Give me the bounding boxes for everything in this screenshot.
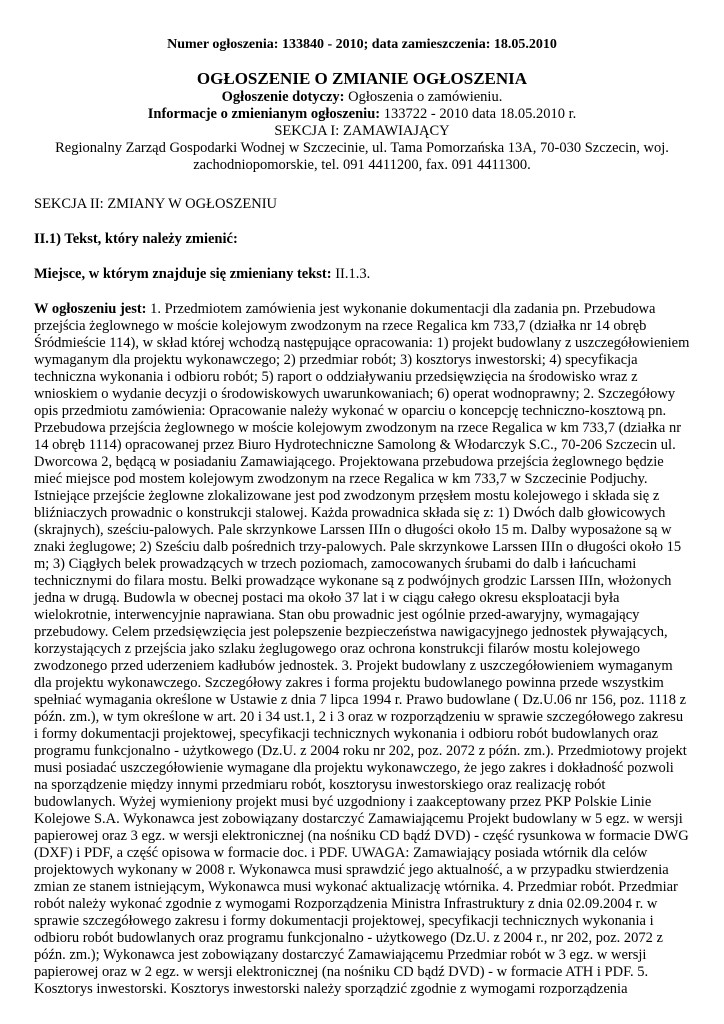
changed-info-label: Informacje o zmienianym ogłoszeniu: bbox=[147, 106, 381, 122]
text-to-change-heading: II.1) Tekst, który należy zmienić: bbox=[34, 231, 238, 247]
section2-heading: SEKCJA II: ZMIANY W OGŁOSZENIU bbox=[34, 196, 278, 212]
in-announcement-label: W ogłoszeniu jest: bbox=[34, 301, 147, 317]
in-announcement-text: 1. Przedmiotem zamówienia jest wykonanie dokumentacji dla zadania pn. Przebudowa przejścia żeglownego w moście kolejowym zwodzonym na rzece Regalica km 733,7 (działka nr 14 obręb Śródmieście 114), w skład której wchodzą następujące opracowania: 1) projekt budowlany z uszczegółowieniem wymaganym dla projektu wykonawczego; 2) przedmiar robót; 3) kosztorys inwestorski; 4) specyfikacja techniczna wykonania i odbioru robót; 5) raport o oddziaływaniu przedsięwzięcia na środowisko wraz z wnioskiem o wydanie decyzji o środowiskowych uwarunkowaniach; 6) operat wodnoprawny; 2. Szczegółowy opis przedmiotu zamówienia: Opracowanie należy wykonać w oparciu o koncepcję techniczno-kosztową pn. Przebudowa przejścia żeglownego w moście kolejowym zwodzonym na rzece Regalica w km 733,7 (działka nr 14 obręb 1114) opracowanej przez Biuro Hydrotechniczne Samolong & Włodarczyk S.C., 70-206 Szczecin ul. Dworcowa 2, będącą w posiadaniu Zamawiającego. Projektowana przebudowa przejścia żeglownego będzie mieć miejsce pod mostem kolejowym zwodzonym na rzece Regalica w km 733,7 w Szczecinie Podjuchy. Istniejące przejście żeglowne zlokalizowane jest pod zwodzonym przęsłem mostu kolejowego i składa się z bliźniaczych prowadnic o konstrukcji stalowej. Każda prowadnica składa się z: 1) Dwóch dalb głowicowych (skrajnych), sześciu-palowych. Pale skrzynkowe Larssen IIIn o długości około 15 m. Dalby wyposażone są w znaki żeglugowe; 2) Sześciu dalb pośrednich trzy-palowych. Pale skrzynkowe Larssen IIIn o długości około 15 m; 3) Ciągłych belek prowadzących w trzech poziomach, zamocowanych śrubami do dalb i łańcuchami technicznymi do filara mostu. Belki prowadzące wykonane są z podwójnych grodzic Larssen IIIn, włożonych jedna w drugą. Budowla w obecnej postaci ma około 37 lat i w ciągu całego okresu eksploatacji była wielokrotnie, interwencyjnie naprawiana. Stan obu prowadnic jest ogólnie przed-awaryjny, wymagający przebudowy. Celem przedsięwzięcia jest polepszenie bezpieczeństwa nawigacyjnego jednostek pływających, korzystających z przejścia jako szlaku żeglugowego oraz ochrona konstrukcji filarów mostu kolejowego zwodzonego przed uderzeniem kadłubów jednostek. 3. Projekt budowlany z uszczegółowieniem wymaganym dla projektu wykonawczego. Szczegółowy zakres i forma projektu budowlanego powinna przede wszystkim spełniać wymagania określone w Ustawie z dnia 7 lipca 1994 r. Prawo budowlane ( Dz.U.06 nr 156, poz. 1118 z późn. zm.), w tym określone w art. 20 i 34 ust.1, 2 i 3 oraz w rozporządzeniu w sprawie szczegółowego zakresu i formy dokumentacji projektowej, specyfikacji technicznych wykonania i odbioru robót budowlanych oraz programu funkcjonalno - użytkowego (Dz.U. z 2004 roku nr 202, poz. 2072 z późn. zm.). Przedmiotowy projekt musi posiadać uszczegółowienie wymagane dla projektu wykonawczego, że jego zakres i dokładność pozwoli na sporządzenie między innymi przedmiaru robót, kosztorysu inwestorskiego oraz realizację robót budowlanych. Wyżej wymieniony projekt musi być uzgodniony i zaakceptowany przez PKP Polskie Linie Kolejowe S.A. Wykonawca jest zobowiązany dostarczyć Zamawiającemu Projekt budowlany w 5 egz. w wersji papierowej oraz 3 egz. w wersji elektronicznej (na nośniku CD bądź DVD) - część rysunkowa w formacie DWG (DXF) i PDF, a część opisowa w formacie doc. i PDF. UWAGA: Zamawiający posiada wtórnik dla celów projektowych wykonany w 2008 r. Wykonawca musi sprawdzić jego aktualność, a w przypadku stwierdzenia zmian ze stanem istniejącym, Wykonawca musi wykonać aktualizację wtórnika. 4. Przedmiar robót. Przedmiar robót należy wykonać zgodnie z wymogami Rozporządzenia Ministra Infrastruktury z dnia 02.09.2004 r. w sprawie szczegółowego zakresu i formy dokumentacji projektowej, specyfikacji technicznych wykonania i odbioru robót budowlanych oraz programu funkcjonalno - użytkowego (Dz.U. z 2004 r., nr 202, poz. 2072 z późn. zm.); Wykonawca jest zobowiązany dostarczyć Zamawiającemu Przedmiar robót w 3 egz. w wersji papierowej oraz w 2 egz. w wersji elektronicznej (na nośniku CD bądź DVD) - w formacie ATH i PDF. 5. Kosztorys inwestorski. Kosztorys inwestorski należy sporządzić zgodnie z wymogami rozporządzenia bbox=[34, 301, 690, 997]
concerns-line bbox=[34, 89, 690, 106]
contracting-line-2: zachodniopomorskie, tel. 091 4411200, fax. 091 4411300. bbox=[193, 157, 531, 173]
changed-info-value: 133722 - 2010 data 18.05.2010 r. bbox=[380, 106, 577, 122]
announcement-number: Numer ogłoszenia: 133840 - 2010; data zamieszczenia: 18.05.2010 bbox=[167, 37, 557, 52]
section1-heading: SEKCJA I: ZAMAWIAJĄCY bbox=[274, 123, 450, 139]
concerns-value: Ogłoszenia o zamówieniu. bbox=[344, 89, 503, 105]
changed-info-line bbox=[34, 106, 690, 123]
place-label: Miejsce, w którym znajduje się zmieniany tekst: bbox=[34, 266, 332, 282]
concerns-label: Ogłoszenie dotyczy: bbox=[221, 89, 345, 105]
document-title: OGŁOSZENIE O ZMIANIE OGŁOSZENIA bbox=[196, 69, 528, 88]
place-line bbox=[34, 266, 690, 283]
header-block bbox=[34, 69, 690, 174]
contracting-line-1: Regionalny Zarząd Gospodarki Wodnej w Szczecinie, ul. Tama Pomorzańska 13A, 70-030 Szczecin, woj. bbox=[55, 140, 669, 156]
in-announcement-paragraph bbox=[34, 301, 690, 998]
place-value: II.1.3. bbox=[331, 266, 371, 282]
